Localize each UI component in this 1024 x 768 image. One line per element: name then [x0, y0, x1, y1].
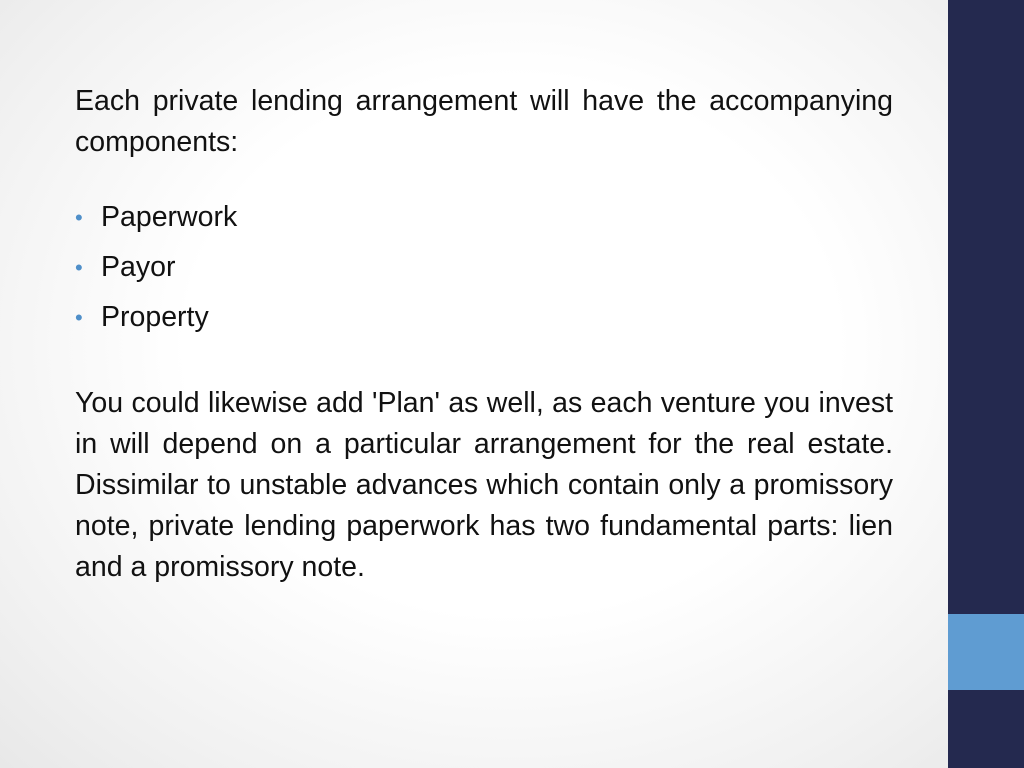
bullet-icon: •: [75, 305, 83, 330]
sidebar-dark-segment: [948, 0, 1024, 614]
bullet-list: [75, 197, 893, 347]
bullet-item-property: [75, 297, 893, 347]
bullet-item-paperwork: [75, 197, 893, 247]
slide-content: [75, 81, 893, 588]
sidebar-accent-segment: [948, 614, 1024, 690]
bullet-text: Paperwork: [101, 201, 238, 233]
sidebar-dark-segment-bottom: [948, 690, 1024, 768]
right-sidebar-bar: [948, 0, 1024, 768]
body-paragraph: You could likewise add 'Plan' as well, as each venture you invest in will depend on a particular arrangement for the real estate. Dissimilar to unstable advances which contain only a promissory note, private lending paperwork has two fundamental parts: lien and a promissory note.: [75, 387, 893, 583]
intro-paragraph: Each private lending arrangement will have the accompanying components:: [75, 85, 893, 158]
bullet-icon: •: [75, 255, 83, 280]
bullet-text: Payor: [101, 251, 176, 283]
bullet-text: Property: [101, 301, 209, 333]
bullet-icon: •: [75, 205, 83, 230]
bullet-item-payor: [75, 247, 893, 297]
